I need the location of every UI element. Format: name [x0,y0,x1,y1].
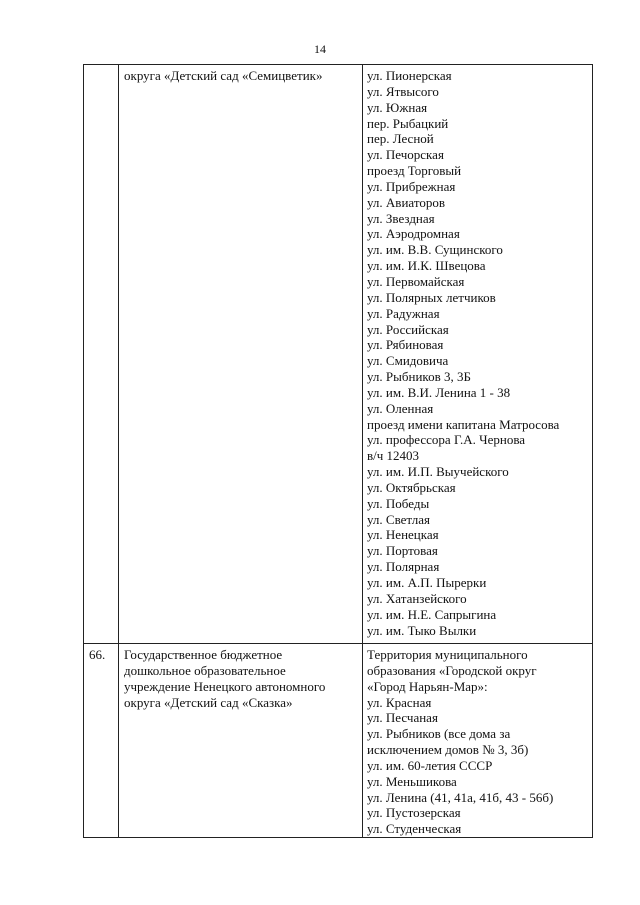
territory-line: проезд имени капитана Матросова [367,416,560,432]
territory-line: пер. Лесной [367,131,434,147]
territory-line: ул. Печорская [367,147,444,163]
territory-line: ул. им. Тыко Вылки [367,622,477,638]
territory-line: ул. Ненецкая [367,527,439,543]
territory-line: ул. Победы [367,495,430,511]
organization-cell [119,65,363,644]
organization-line: Государственное бюджетное [124,647,283,662]
row-number-cell [84,65,119,644]
territory-line: ул. им. И.П. Выучейского [367,464,509,480]
territory-line: ул. Красная [367,694,432,710]
territory-line: пер. Рыбацкий [367,115,449,131]
territory-line: ул. Хатанзейского [367,590,467,606]
organization-line: округа «Детский сад «Сказка» [124,694,293,710]
row-number-cell: 66. [84,644,119,838]
page-number: 14 [314,42,326,56]
territory-line: ул. им. В.В. Сущинского [367,242,503,258]
territory-line: ул. Южная [367,99,428,115]
territory-line: образования «Городской округ [367,662,537,678]
territory-line: ул. Ленина (41, 41а, 41б, 43 - 56б) [367,789,554,805]
territory-line: ул. Российская [367,321,449,337]
territory-line: ул. Портовая [367,543,438,559]
territory-line: ул. Первомайская [367,273,465,289]
territory-line: ул. им. Н.Е. Сапрыгина [367,606,497,622]
territory-line: ул. Звездная [367,210,435,226]
territory-line: ул. Рыбников (все дома за [367,726,511,742]
territory-cell [363,644,593,838]
territory-line: Территория муниципального [367,647,528,662]
territory-line: ул. Пустозерская [367,805,461,821]
territory-line: ул. Рябиновая [367,337,444,353]
territory-line: «Город Нарьян-Мар»: [367,678,488,694]
territory-line: в/ч 12403 [367,448,420,464]
territory-line: проезд Торговый [367,163,462,179]
territory-line: ул. Авиаторов [367,194,445,210]
territory-line: ул. Смидовича [367,353,449,369]
territory-line: ул. Пионерская [367,68,452,83]
territory-line: ул. Прибрежная [367,178,456,194]
assignment-table [83,64,593,838]
territory-line: ул. им. А.П. Пырерки [367,575,487,590]
territory-line: ул. Полярных летчиков [367,289,496,305]
territory-line: ул. Полярная [367,559,440,575]
territory-line: ул. Аэродромная [367,226,460,242]
territory-line: ул. Рыбников 3, 3Б [367,369,471,385]
territory-line: ул. Радужная [367,305,440,321]
table-row [84,644,593,838]
table-row [84,65,593,644]
territory-line: ул. Ятвысого [367,83,439,99]
organization-line: округа «Детский сад «Семицветик» [124,68,323,83]
territory-line: ул. им. 60-летия СССР [367,757,493,773]
territory-line: исключением домов № 3, 3б) [367,742,529,758]
organization-line: учреждение Ненецкого автономного [124,678,326,694]
territory-line: ул. Студенческая [367,821,462,837]
territory-cell [363,65,593,644]
territory-line: ул. Меньшикова [367,773,457,789]
territory-line: ул. Песчаная [367,710,438,726]
territory-line: ул. Октябрьская [367,479,456,495]
territory-line: ул. им. И.К. Швецова [367,258,486,274]
territory-line: ул. Светлая [367,511,431,527]
territory-line: ул. Оленная [367,400,434,416]
territory-line: ул. им. В.И. Ленина 1 - 38 [367,384,511,400]
organization-line: дошкольное образовательное [124,662,286,678]
organization-cell [119,644,363,838]
territory-line: ул. профессора Г.А. Чернова [367,432,526,448]
